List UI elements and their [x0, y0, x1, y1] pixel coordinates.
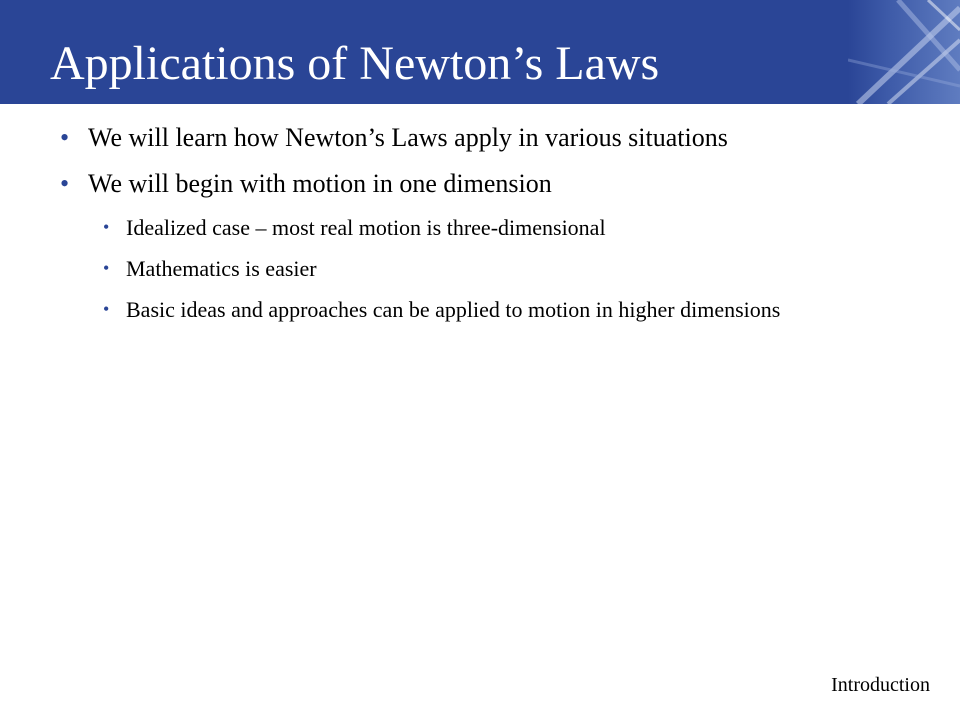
bullet-item [60, 166, 880, 201]
sub-bullet-item [103, 212, 880, 243]
bullet-dot: • [60, 123, 70, 152]
slide-content [0, 120, 880, 335]
bullet-text: We will begin with motion in one dimension [88, 169, 552, 198]
sub-bullet-dot: • [103, 217, 110, 237]
sub-bullet-item [103, 294, 880, 325]
sub-bullet-text: Mathematics is easier [126, 256, 317, 281]
sub-bullet-dot: • [103, 258, 110, 278]
bullet-text: We will learn how Newton’s Laws apply in various situations [88, 123, 728, 152]
slide-footer-label: Introduction [831, 674, 930, 696]
sub-bullet-dot: • [103, 299, 110, 319]
bullet-dot: • [60, 169, 70, 198]
sub-bullet-text: Basic ideas and approaches can be applied to motion in higher dimensions [126, 297, 781, 322]
bullet-item [60, 120, 880, 155]
decorative-corner-graphic [848, 0, 960, 104]
title-bar [0, 0, 960, 104]
sub-bullet-text: Idealized case – most real motion is three-dimensional [126, 215, 606, 240]
sub-bullet-item [103, 253, 880, 284]
slide-title: Applications of Newton’s Laws [50, 37, 660, 90]
